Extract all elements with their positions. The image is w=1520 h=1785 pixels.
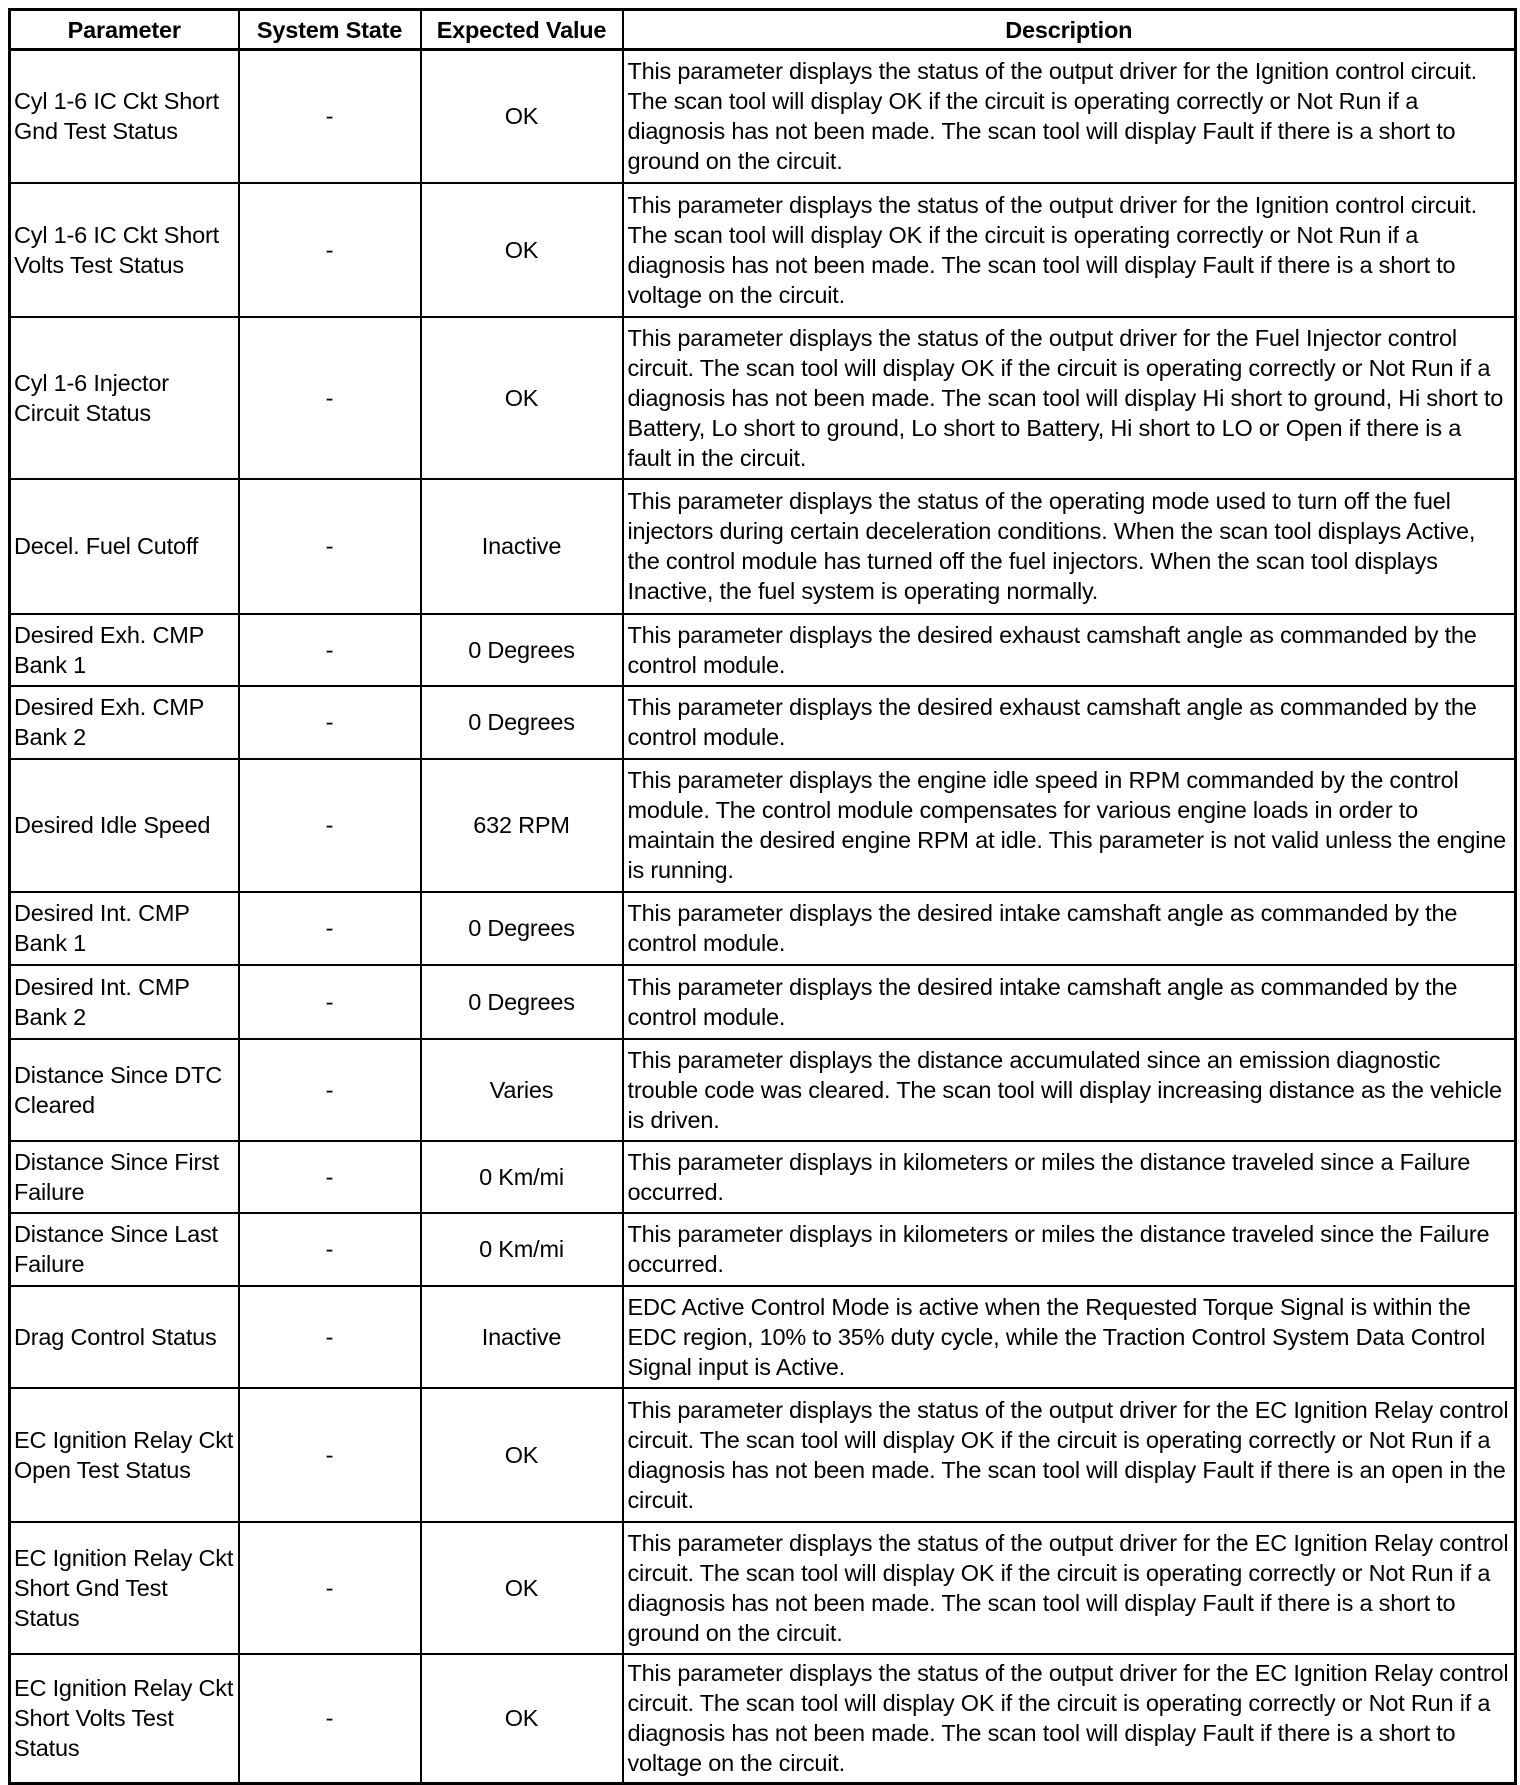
table-row — [10, 759, 1516, 892]
description-cell: This parameter displays the status of the output driver for the Ignition control circuit. The scan tool will display OK if the circuit is operating correctly or Not Run if a diagnosis has not been made. The scan tool will display Fault if there is a short to voltage on the circuit. — [623, 183, 1516, 317]
parameter-cell: Cyl 1-6 IC Ckt Short Gnd Test Status — [10, 50, 239, 183]
description-cell: This parameter displays the status of the operating mode used to turn off the fuel injectors during certain deceleration conditions. When the scan tool displays Active, the control module has turned off the fuel injectors. When the scan tool displays Inactive, the fuel system is operating normally. — [623, 479, 1516, 614]
parameter-cell: Cyl 1-6 IC Ckt Short Volts Test Status — [10, 183, 239, 317]
system-state-cell: - — [239, 614, 421, 686]
table-row — [10, 1654, 1516, 1784]
expected-value-cell: OK — [421, 1522, 623, 1654]
expected-value-cell: OK — [421, 1388, 623, 1522]
system-state-cell: - — [239, 183, 421, 317]
table-body — [10, 50, 1516, 1784]
expected-value-cell: 0 Degrees — [421, 892, 623, 965]
expected-value-cell: 0 Degrees — [421, 965, 623, 1039]
header-parameter: Parameter — [10, 10, 239, 50]
table-row — [10, 1286, 1516, 1388]
header-system-state: System State — [239, 10, 421, 50]
description-cell: This parameter displays the status of the output driver for the EC Ignition Relay control circuit. The scan tool will display OK if the circuit is operating correctly or Not Run if a diagnosis has not been made. The scan tool will display Fault if there is a short to voltage on the circuit. — [623, 1654, 1516, 1784]
parameter-cell: Distance Since Last Failure — [10, 1213, 239, 1286]
parameter-cell: EC Ignition Relay Ckt Open Test Status — [10, 1388, 239, 1522]
header-description: Description — [623, 10, 1516, 50]
system-state-cell: - — [239, 317, 421, 479]
description-cell: EDC Active Control Mode is active when the Requested Torque Signal is within the EDC region, 10% to 35% duty cycle, while the Traction Control System Data Control Signal input is Active. — [623, 1286, 1516, 1388]
table-row — [10, 1039, 1516, 1141]
header-row — [10, 10, 1516, 50]
table-row — [10, 1522, 1516, 1654]
expected-value-cell: 0 Degrees — [421, 686, 623, 759]
description-cell: This parameter displays the desired intake camshaft angle as commanded by the control module. — [623, 965, 1516, 1039]
system-state-cell: - — [239, 1039, 421, 1141]
expected-value-cell: 0 Degrees — [421, 614, 623, 686]
description-cell: This parameter displays the status of the output driver for the Fuel Injector control circuit. The scan tool will display OK if the circuit is operating correctly or Not Run if a diagnosis has not been made. The scan tool will display Hi short to ground, Hi short to Battery, Lo short to ground, Lo short to Battery, Hi short to LO or Open if there is a fault in the circuit. — [623, 317, 1516, 479]
table-row — [10, 1388, 1516, 1522]
description-cell: This parameter displays the desired exhaust camshaft angle as commanded by the control module. — [623, 614, 1516, 686]
table-row — [10, 1213, 1516, 1286]
system-state-cell: - — [239, 686, 421, 759]
description-cell: This parameter displays the desired intake camshaft angle as commanded by the control module. — [623, 892, 1516, 965]
parameter-cell: Desired Int. CMP Bank 1 — [10, 892, 239, 965]
expected-value-cell: 0 Km/mi — [421, 1141, 623, 1213]
description-cell: This parameter displays the desired exhaust camshaft angle as commanded by the control module. — [623, 686, 1516, 759]
table-row — [10, 183, 1516, 317]
parameter-cell: Distance Since First Failure — [10, 1141, 239, 1213]
system-state-cell: - — [239, 1522, 421, 1654]
table-row — [10, 317, 1516, 479]
system-state-cell: - — [239, 1286, 421, 1388]
parameter-cell: Distance Since DTC Cleared — [10, 1039, 239, 1141]
description-cell: This parameter displays the status of the output driver for the EC Ignition Relay control circuit. The scan tool will display OK if the circuit is operating correctly or Not Run if a diagnosis has not been made. The scan tool will display Fault if there is a short to ground on the circuit. — [623, 1522, 1516, 1654]
parameter-cell: Desired Exh. CMP Bank 2 — [10, 686, 239, 759]
parameter-cell: EC Ignition Relay Ckt Short Gnd Test Status — [10, 1522, 239, 1654]
description-cell: This parameter displays in kilometers or miles the distance traveled since the Failure occurred. — [623, 1213, 1516, 1286]
description-cell: This parameter displays the status of the output driver for the EC Ignition Relay control circuit. The scan tool will display OK if the circuit is operating correctly or Not Run if a diagnosis has not been made. The scan tool will display Fault if there is an open in the circuit. — [623, 1388, 1516, 1522]
parameter-cell: Decel. Fuel Cutoff — [10, 479, 239, 614]
parameter-cell: Desired Exh. CMP Bank 1 — [10, 614, 239, 686]
system-state-cell: - — [239, 1388, 421, 1522]
expected-value-cell: OK — [421, 50, 623, 183]
parameter-table — [8, 8, 1517, 1785]
system-state-cell: - — [239, 50, 421, 183]
parameter-cell: Desired Int. CMP Bank 2 — [10, 965, 239, 1039]
system-state-cell: - — [239, 479, 421, 614]
table-row — [10, 50, 1516, 183]
parameter-cell: EC Ignition Relay Ckt Short Volts Test Status — [10, 1654, 239, 1784]
expected-value-cell: Inactive — [421, 1286, 623, 1388]
table-row — [10, 686, 1516, 759]
system-state-cell: - — [239, 965, 421, 1039]
system-state-cell: - — [239, 892, 421, 965]
description-cell: This parameter displays the status of the output driver for the Ignition control circuit. The scan tool will display OK if the circuit is operating correctly or Not Run if a diagnosis has not been made. The scan tool will display Fault if there is a short to ground on the circuit. — [623, 50, 1516, 183]
parameter-cell: Desired Idle Speed — [10, 759, 239, 892]
description-cell: This parameter displays in kilometers or miles the distance traveled since a Failure occurred. — [623, 1141, 1516, 1213]
expected-value-cell: 0 Km/mi — [421, 1213, 623, 1286]
table-row — [10, 1141, 1516, 1213]
expected-value-cell: OK — [421, 317, 623, 479]
parameter-cell: Cyl 1-6 Injector Circuit Status — [10, 317, 239, 479]
expected-value-cell: Varies — [421, 1039, 623, 1141]
description-cell: This parameter displays the engine idle speed in RPM commanded by the control module. The control module compensates for various engine loads in order to maintain the desired engine RPM at idle. This parameter is not valid unless the engine is running. — [623, 759, 1516, 892]
description-cell: This parameter displays the distance accumulated since an emission diagnostic trouble code was cleared. The scan tool will display increasing distance as the vehicle is driven. — [623, 1039, 1516, 1141]
system-state-cell: - — [239, 759, 421, 892]
table-row — [10, 479, 1516, 614]
system-state-cell: - — [239, 1141, 421, 1213]
header-expected-value: Expected Value — [421, 10, 623, 50]
expected-value-cell: Inactive — [421, 479, 623, 614]
parameter-cell: Drag Control Status — [10, 1286, 239, 1388]
table-row — [10, 892, 1516, 965]
system-state-cell: - — [239, 1213, 421, 1286]
table-row — [10, 614, 1516, 686]
expected-value-cell: 632 RPM — [421, 759, 623, 892]
system-state-cell: - — [239, 1654, 421, 1784]
expected-value-cell: OK — [421, 183, 623, 317]
table-row — [10, 965, 1516, 1039]
expected-value-cell: OK — [421, 1654, 623, 1784]
